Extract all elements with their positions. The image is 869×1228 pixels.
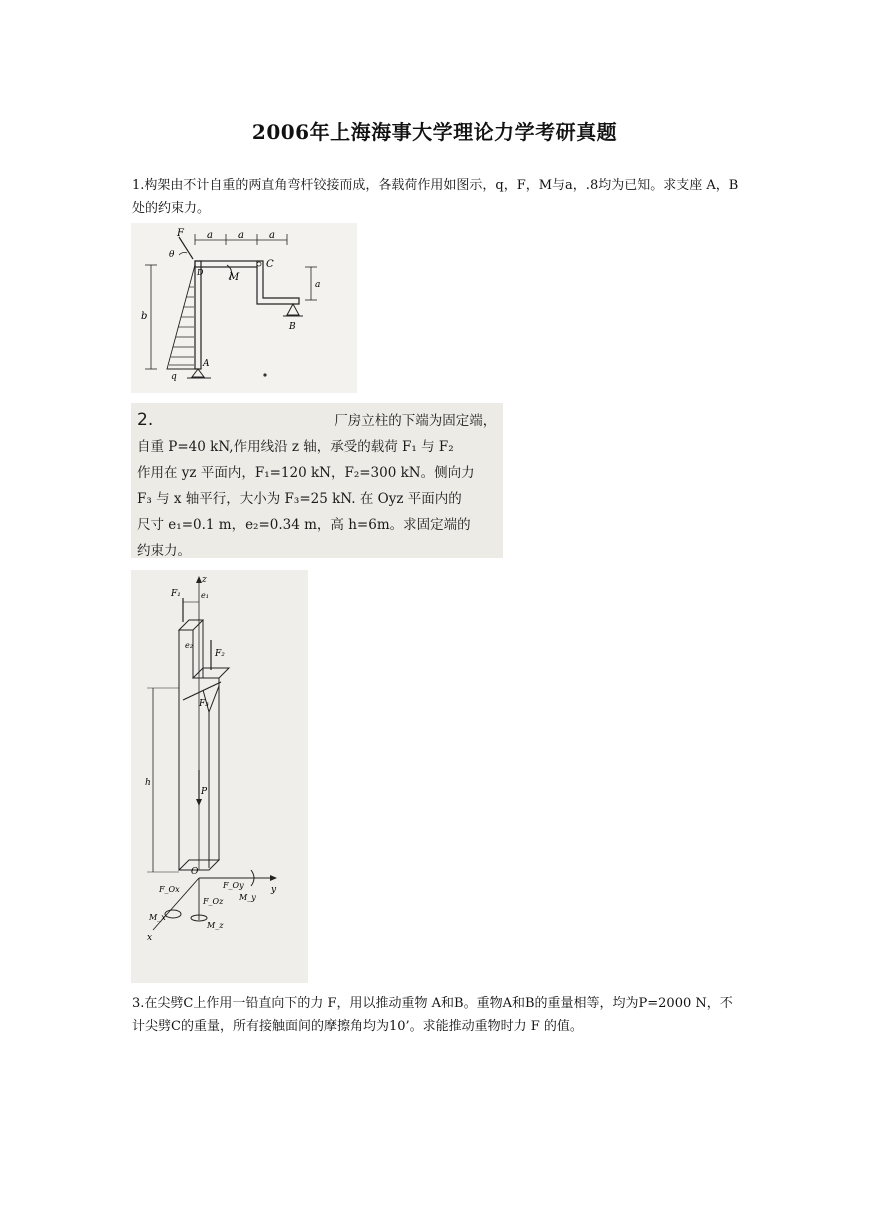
problem-2-text: 2. 厂房立柱的下端为固定端， 自重 P=40 kN,作用线沿 z 轴，承受的载荷 F₁ 与 F₂ 作用在 yz 平面内，F₁=120 kN，F₂=300 kN。侧向力 F₃ 与 x 轴平行，大小为 F₃=25 kN. 在 Oyz 平面内的 尺寸 e₁=0.1 m，e₂=0.34 m，高 h=6m。求固定端的 约束力。 xyxy=(137,410,497,559)
label-F2: F₂ xyxy=(215,649,225,659)
label-FOz: F_Oz xyxy=(203,897,224,906)
label-F1: F₁ xyxy=(171,589,181,599)
page-title: 2006年上海海事大学理论力学考研真题 xyxy=(251,120,618,144)
label-Mz: M_z xyxy=(207,921,224,930)
label-y: y xyxy=(271,885,277,895)
label-q: q xyxy=(171,372,177,382)
label-e2: e₂ xyxy=(185,641,193,650)
problem-1-figure xyxy=(131,223,357,393)
label-M: M xyxy=(229,272,240,283)
label-My: M_y xyxy=(239,893,256,902)
dim-b: b xyxy=(141,311,148,322)
label-C: C xyxy=(266,259,274,270)
label-h: h xyxy=(145,778,151,788)
label-x: x xyxy=(147,933,153,943)
label-FOy: F_Oy xyxy=(223,881,244,890)
label-F3: F₃ xyxy=(199,699,209,709)
label-D: D xyxy=(197,268,204,277)
problem-3-text: 3.在尖劈C上作用一铅直向下的力 F，用以推动重物 A和B。重物A和B的重量相等，均为P=2000 N，不计尖劈C的重量，所有接触面间的摩擦角均为10’。求能推动重物时力 F 的值。 xyxy=(132,996,733,1034)
label-O: O xyxy=(191,867,199,877)
label-P: P xyxy=(201,787,208,797)
label-B: B xyxy=(289,322,296,332)
label-theta: θ xyxy=(169,250,175,260)
label-Mx: M_x xyxy=(149,913,166,922)
label-A: A xyxy=(203,359,210,369)
label-FOx: F_Ox xyxy=(159,885,180,894)
column-diagram xyxy=(131,570,308,983)
problem-2-scan xyxy=(131,403,503,558)
problem-2-number: 2. xyxy=(137,410,154,430)
problem-1-text: 1.构架由不计自重的两直角弯杆铰接而成，各载荷作用如图示，q，F，M与a，.8均为已知。求支座 A，B处的约束力。 xyxy=(132,178,739,216)
dim-a-vertical: a xyxy=(315,280,321,290)
dim-a-3: a xyxy=(269,230,275,241)
dim-a-2: a xyxy=(238,230,244,241)
dim-a-1: a xyxy=(207,230,213,241)
label-e1: e₁ xyxy=(201,591,209,600)
label-F: F xyxy=(177,228,184,239)
problem-2-figure xyxy=(131,570,308,983)
frame-diagram xyxy=(131,223,357,393)
label-z: z xyxy=(202,575,207,585)
